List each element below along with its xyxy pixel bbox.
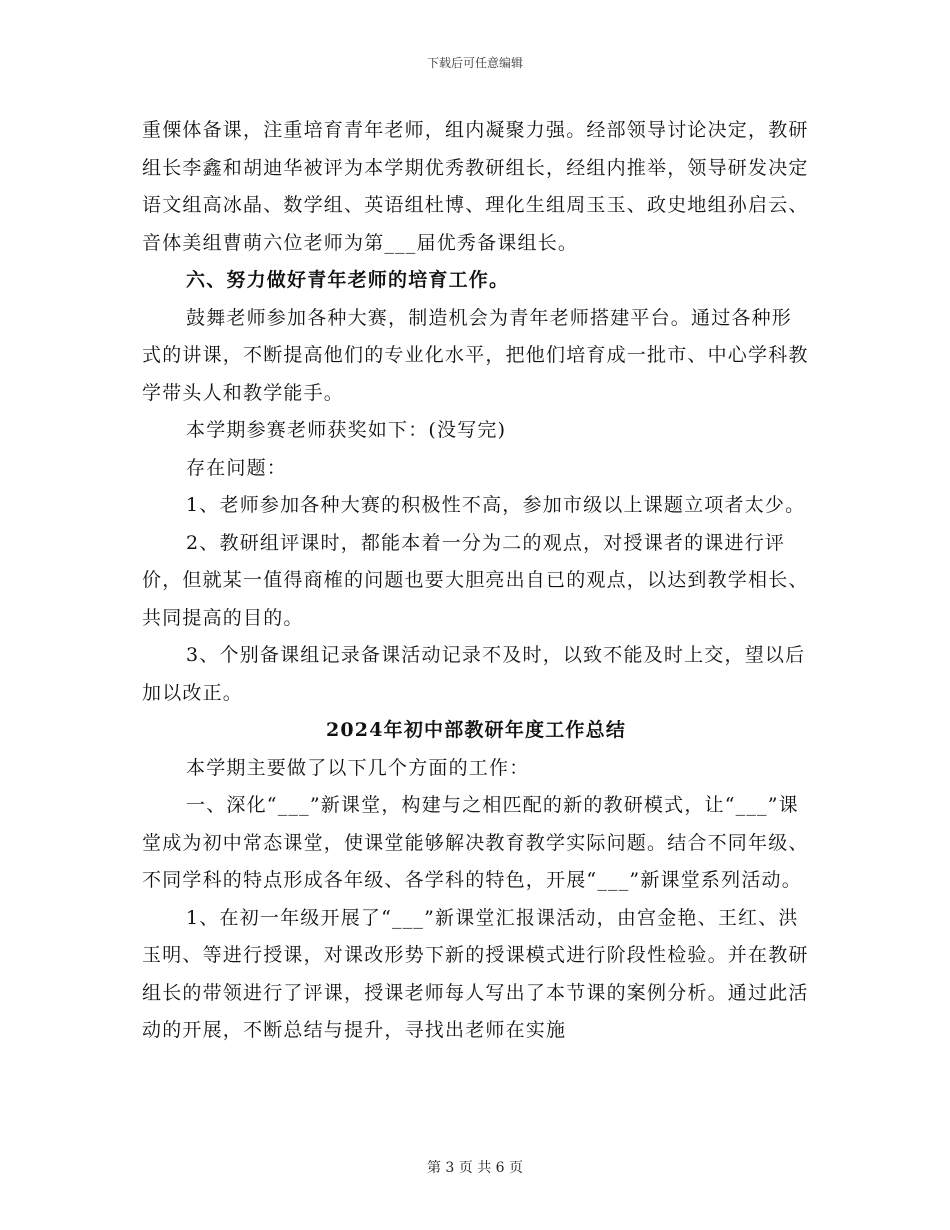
paragraph-continued: 重傈体备课，注重培育青年老师，组内凝聚力强。经部领导讨论决定，教研组长李鑫和胡迪华被评为本学期优秀教研组长，经组内推举，领导研发决定语文组高冰晶、数学组、英语组杜博、理化生组周玉玉、政史地组孙启云、音体美组曹萌六位老师为第___届优秀备课组长。 <box>142 119 809 254</box>
problem-item-1: 1、老师参加各种大赛的积极性不高，参加市级以上课题立项者太少。 <box>186 494 806 516</box>
page-header-note: 下载后可任意编辑 <box>426 56 523 70</box>
paragraph-awards: 本学期参赛老师获奖如下：(没写完) <box>186 419 507 441</box>
document-body <box>142 112 810 1050</box>
paragraph-section-one: 一、深化“___”新课堂，构建与之相匹配的新的教研模式，让“___”课堂成为初中常态课堂，使课堂能够解决教育教学实际问题。结合不同年级、不同学科的特点形成各年级、各学科的特色，开展“___”新课堂系列活动。 <box>142 794 809 891</box>
section-heading-six: 六、努力做好青年老师的培育工作。 <box>186 269 510 291</box>
paragraph-intro: 本学期主要做了以下几个方面的工作： <box>186 756 530 779</box>
document-title: 2024年初中部教研年度工作总结 <box>325 719 627 741</box>
paragraph-encourage-teachers: 鼓舞老师参加各种大赛，制造机会为青年老师搭建平台。通过各种形式的讲课，不断提高他们的专业化水平，把他们培育成一批市、中心学科教学带头人和教学能手。 <box>142 306 809 404</box>
paragraph-problems-label: 存在问题： <box>186 456 288 479</box>
page-number: 第 3 页 共 6 页 <box>426 1160 524 1176</box>
problem-item-3: 3、个别备课组记录备课活动记录不及时，以致不能及时上交，望以后加以改正。 <box>142 644 806 704</box>
problem-item-2: 2、教研组评课时，都能本着一分为二的观点，对授课者的课进行评价，但就某一值得商榷的问题也要大胆亮出自已的观点，以达到教学相长、共同提高的目的。 <box>142 531 809 629</box>
paragraph-item-one: 1、在初一年级开展了“___”新课堂汇报课活动，由宫金艳、王红、洪玉明、等进行授课，对课改形势下新的授课模式进行阶段性检验。并在教研组长的带领进行了评课，授课老师每人写出了本节课的案例分析。通过此活动的开展，不断总结与提升，寻找出老师在实施 <box>142 906 809 1041</box>
